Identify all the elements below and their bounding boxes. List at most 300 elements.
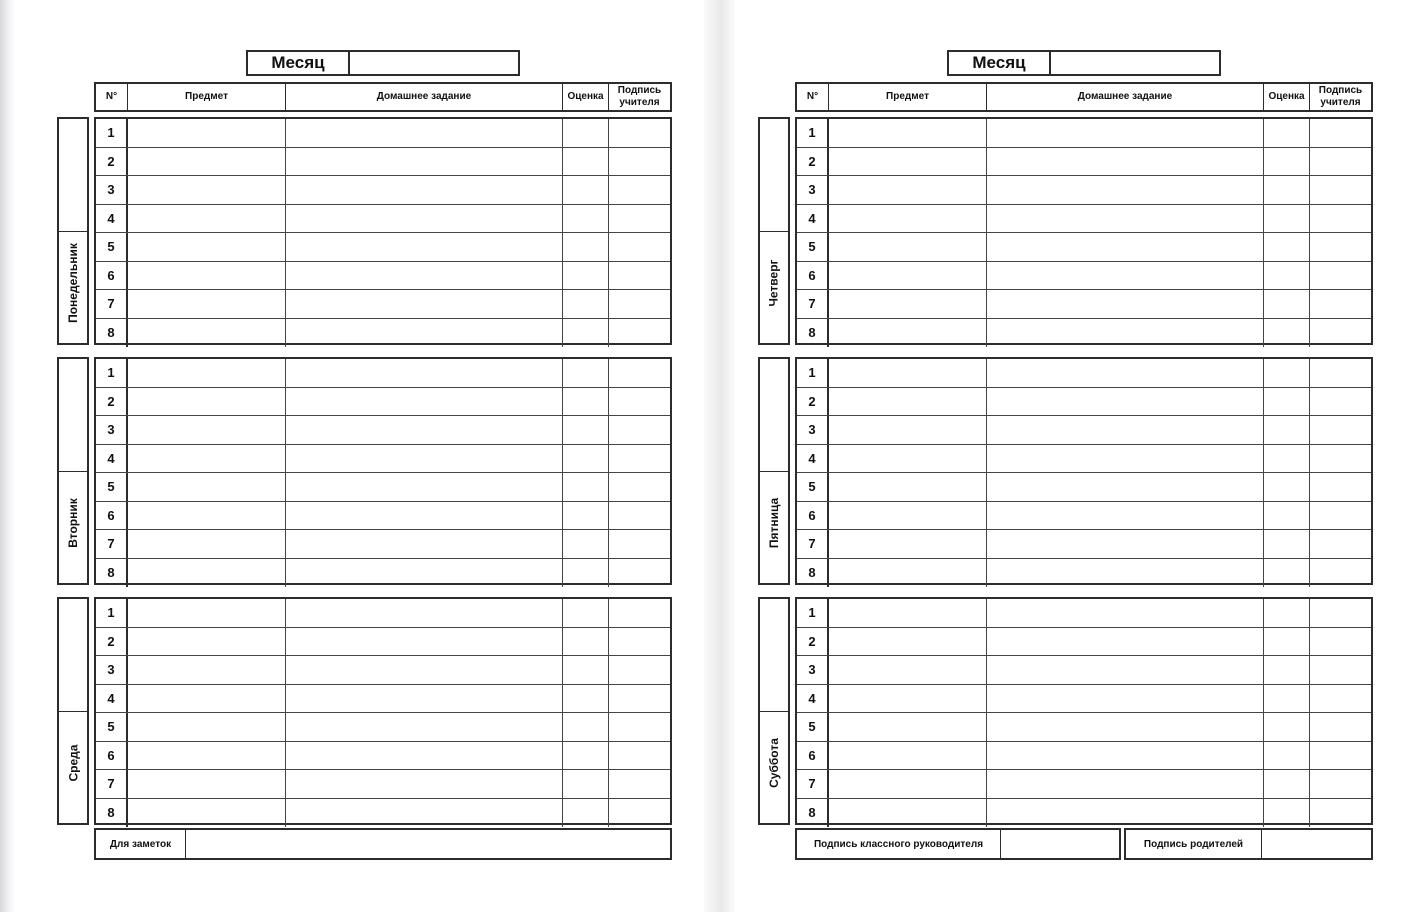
subject-cell[interactable] [128, 205, 286, 233]
header-sign-line2: учителя [619, 97, 660, 108]
table-row [96, 388, 670, 417]
teacher-sign-cell[interactable] [1310, 388, 1371, 416]
table-row [797, 176, 1371, 205]
day-name-wrap [59, 711, 87, 815]
homework-cell[interactable] [987, 685, 1264, 713]
teacher-sign-cell[interactable] [1310, 290, 1371, 318]
subject-cell[interactable] [128, 388, 286, 416]
month-label: Месяц [949, 52, 1051, 74]
teacher-sign-cell[interactable] [609, 770, 670, 798]
subject-cell[interactable] [829, 473, 987, 501]
table-row [96, 416, 670, 445]
day-table [795, 357, 1373, 585]
subject-cell[interactable] [829, 530, 987, 558]
grade-cell[interactable] [563, 359, 609, 387]
table-row [797, 119, 1371, 148]
table-header [94, 82, 672, 112]
teacher-sign-cell[interactable] [609, 599, 670, 627]
month-box [246, 50, 520, 76]
table-row [797, 656, 1371, 685]
notes-field[interactable] [186, 830, 670, 858]
subject-cell[interactable] [829, 416, 987, 444]
teacher-sign-cell[interactable] [1310, 233, 1371, 261]
class-teacher-sign-field[interactable] [1001, 830, 1119, 858]
subject-cell[interactable] [829, 656, 987, 684]
homework-cell[interactable] [987, 359, 1264, 387]
row-number: 7 [96, 530, 128, 558]
homework-cell[interactable] [286, 359, 563, 387]
homework-cell[interactable] [286, 530, 563, 558]
grade-cell[interactable] [1264, 685, 1310, 713]
subject-cell[interactable] [829, 599, 987, 627]
subject-cell[interactable] [829, 176, 987, 204]
table-row [96, 599, 670, 628]
table-row [797, 628, 1371, 657]
day-label [57, 597, 89, 825]
day-name-wrap [760, 471, 788, 575]
grade-cell[interactable] [1264, 119, 1310, 147]
teacher-sign-cell[interactable] [609, 685, 670, 713]
row-number: 1 [797, 119, 829, 147]
table-row [797, 530, 1371, 559]
homework-cell[interactable] [987, 656, 1264, 684]
table-row [96, 262, 670, 291]
homework-cell[interactable] [286, 176, 563, 204]
subject-cell[interactable] [829, 742, 987, 770]
row-number: 5 [96, 713, 128, 741]
table-row [96, 290, 670, 319]
row-number: 6 [797, 502, 829, 530]
day-label [758, 597, 790, 825]
teacher-sign-cell[interactable] [1310, 359, 1371, 387]
subject-cell[interactable] [829, 713, 987, 741]
homework-cell[interactable] [286, 119, 563, 147]
row-number: 6 [96, 742, 128, 770]
row-number: 5 [96, 233, 128, 261]
day-name: Пятница [767, 497, 782, 549]
subject-cell[interactable] [829, 685, 987, 713]
teacher-sign-cell[interactable] [1310, 176, 1371, 204]
table-row [797, 319, 1371, 348]
table-row [797, 599, 1371, 628]
homework-cell[interactable] [987, 262, 1264, 290]
homework-cell[interactable] [286, 502, 563, 530]
subject-cell[interactable] [128, 319, 286, 348]
header-subject: Предмет [128, 84, 286, 110]
table-row [96, 742, 670, 771]
grade-cell[interactable] [1264, 416, 1310, 444]
subject-cell[interactable] [128, 530, 286, 558]
table-row [797, 713, 1371, 742]
grade-cell[interactable] [563, 628, 609, 656]
day-name: Четверг [767, 259, 782, 307]
subject-cell[interactable] [128, 119, 286, 147]
row-number: 3 [96, 416, 128, 444]
grade-cell[interactable] [563, 148, 609, 176]
subject-cell[interactable] [829, 770, 987, 798]
teacher-sign-cell[interactable] [609, 176, 670, 204]
grade-cell[interactable] [563, 770, 609, 798]
teacher-sign-cell[interactable] [1310, 656, 1371, 684]
subject-cell[interactable] [829, 388, 987, 416]
grade-cell[interactable] [1264, 388, 1310, 416]
grade-cell[interactable] [563, 559, 609, 588]
class-teacher-sign-label: Подпись классного руководителя [797, 830, 1001, 858]
table-row [797, 388, 1371, 417]
subject-cell[interactable] [128, 742, 286, 770]
grade-cell[interactable] [563, 233, 609, 261]
homework-cell[interactable] [286, 473, 563, 501]
homework-cell[interactable] [286, 628, 563, 656]
teacher-sign-cell[interactable] [609, 359, 670, 387]
homework-cell[interactable] [987, 119, 1264, 147]
subject-cell[interactable] [829, 148, 987, 176]
row-number: 7 [96, 770, 128, 798]
teacher-sign-cell[interactable] [1310, 628, 1371, 656]
day-table [94, 357, 672, 585]
teacher-sign-cell[interactable] [609, 656, 670, 684]
day-label [57, 357, 89, 585]
teacher-sign-cell[interactable] [1310, 685, 1371, 713]
table-row [797, 205, 1371, 234]
grade-cell[interactable] [1264, 290, 1310, 318]
row-number: 4 [96, 445, 128, 473]
row-number: 4 [96, 205, 128, 233]
row-number: 2 [797, 148, 829, 176]
grade-cell[interactable] [563, 656, 609, 684]
month-field[interactable] [350, 52, 518, 74]
header-grade: Оценка [1264, 84, 1310, 110]
homework-cell[interactable] [286, 388, 563, 416]
teacher-sign-cell[interactable] [609, 473, 670, 501]
row-number: 8 [96, 559, 128, 588]
homework-cell[interactable] [286, 445, 563, 473]
table-header [795, 82, 1373, 112]
day-label [758, 117, 790, 345]
subject-cell[interactable] [128, 628, 286, 656]
subject-cell[interactable] [829, 119, 987, 147]
teacher-sign-cell[interactable] [609, 742, 670, 770]
table-row [797, 473, 1371, 502]
grade-cell[interactable] [563, 388, 609, 416]
parent-sign-field[interactable] [1262, 830, 1371, 858]
subject-cell[interactable] [829, 359, 987, 387]
grade-cell[interactable] [1264, 742, 1310, 770]
table-row [797, 445, 1371, 474]
teacher-sign-cell[interactable] [609, 445, 670, 473]
homework-cell[interactable] [286, 799, 563, 828]
table-row [96, 530, 670, 559]
month-field[interactable] [1051, 52, 1219, 74]
row-number: 1 [797, 599, 829, 627]
homework-cell[interactable] [987, 388, 1264, 416]
teacher-sign-cell[interactable] [1310, 473, 1371, 501]
subject-cell[interactable] [128, 799, 286, 828]
grade-cell[interactable] [563, 685, 609, 713]
homework-cell[interactable] [286, 559, 563, 588]
teacher-sign-cell[interactable] [609, 502, 670, 530]
grade-cell[interactable] [563, 262, 609, 290]
homework-cell[interactable] [286, 685, 563, 713]
homework-cell[interactable] [987, 233, 1264, 261]
table-row [96, 685, 670, 714]
teacher-sign-cell[interactable] [609, 290, 670, 318]
grade-cell[interactable] [1264, 445, 1310, 473]
homework-cell[interactable] [987, 770, 1264, 798]
homework-cell[interactable] [987, 176, 1264, 204]
day-table [94, 117, 672, 345]
teacher-sign-cell[interactable] [609, 233, 670, 261]
grade-cell[interactable] [563, 319, 609, 348]
homework-cell[interactable] [987, 799, 1264, 828]
month-label: Месяц [248, 52, 350, 74]
teacher-sign-cell[interactable] [1310, 445, 1371, 473]
grade-cell[interactable] [1264, 770, 1310, 798]
teacher-sign-cell[interactable] [1310, 119, 1371, 147]
homework-cell[interactable] [987, 416, 1264, 444]
homework-cell[interactable] [987, 148, 1264, 176]
homework-cell[interactable] [286, 290, 563, 318]
header-grade: Оценка [563, 84, 609, 110]
subject-cell[interactable] [128, 445, 286, 473]
subject-cell[interactable] [128, 148, 286, 176]
parent-sign-box [1124, 828, 1373, 860]
teacher-sign-cell[interactable] [1310, 319, 1371, 348]
homework-cell[interactable] [987, 530, 1264, 558]
teacher-sign-cell[interactable] [1310, 713, 1371, 741]
day-name: Вторник [66, 498, 80, 548]
homework-cell[interactable] [987, 559, 1264, 588]
grade-cell[interactable] [1264, 262, 1310, 290]
homework-cell[interactable] [286, 599, 563, 627]
teacher-sign-cell[interactable] [609, 628, 670, 656]
teacher-sign-cell[interactable] [1310, 799, 1371, 828]
teacher-sign-cell[interactable] [1310, 416, 1371, 444]
grade-cell[interactable] [1264, 319, 1310, 348]
homework-cell[interactable] [286, 770, 563, 798]
grade-cell[interactable] [563, 205, 609, 233]
grade-cell[interactable] [563, 599, 609, 627]
day-table [795, 597, 1373, 825]
teacher-sign-cell[interactable] [1310, 599, 1371, 627]
table-row [96, 799, 670, 828]
homework-cell[interactable] [286, 742, 563, 770]
grade-cell[interactable] [1264, 628, 1310, 656]
row-number: 3 [96, 176, 128, 204]
subject-cell[interactable] [829, 262, 987, 290]
teacher-sign-cell[interactable] [1310, 742, 1371, 770]
homework-cell[interactable] [987, 502, 1264, 530]
subject-cell[interactable] [829, 445, 987, 473]
homework-cell[interactable] [987, 742, 1264, 770]
teacher-sign-cell[interactable] [1310, 205, 1371, 233]
right-page [701, 0, 1381, 912]
row-number: 4 [797, 685, 829, 713]
table-row [96, 119, 670, 148]
subject-cell[interactable] [829, 319, 987, 348]
table-row [797, 559, 1371, 588]
day-name-wrap [760, 711, 788, 815]
grade-cell[interactable] [1264, 233, 1310, 261]
subject-cell[interactable] [128, 713, 286, 741]
homework-cell[interactable] [286, 262, 563, 290]
row-number: 1 [96, 599, 128, 627]
row-number: 2 [96, 388, 128, 416]
row-number: 2 [96, 148, 128, 176]
grade-cell[interactable] [1264, 656, 1310, 684]
row-number: 8 [96, 319, 128, 348]
homework-cell[interactable] [987, 205, 1264, 233]
row-number: 3 [797, 656, 829, 684]
subject-cell[interactable] [128, 233, 286, 261]
grade-cell[interactable] [563, 473, 609, 501]
header-homework: Домашнее задание [987, 84, 1264, 110]
subject-cell[interactable] [128, 599, 286, 627]
teacher-sign-cell[interactable] [609, 319, 670, 348]
homework-cell[interactable] [987, 713, 1264, 741]
homework-cell[interactable] [987, 290, 1264, 318]
row-number: 4 [797, 445, 829, 473]
grade-cell[interactable] [1264, 799, 1310, 828]
subject-cell[interactable] [128, 502, 286, 530]
table-row [797, 148, 1371, 177]
row-number: 1 [797, 359, 829, 387]
subject-cell[interactable] [128, 685, 286, 713]
header-num: N° [797, 84, 829, 110]
subject-cell[interactable] [128, 176, 286, 204]
table-row [96, 559, 670, 588]
grade-cell[interactable] [563, 530, 609, 558]
table-row [96, 205, 670, 234]
grade-cell[interactable] [563, 502, 609, 530]
teacher-sign-cell[interactable] [1310, 530, 1371, 558]
subject-cell[interactable] [128, 559, 286, 588]
header-homework: Домашнее задание [286, 84, 563, 110]
row-number: 2 [797, 388, 829, 416]
grade-cell[interactable] [1264, 559, 1310, 588]
teacher-sign-cell[interactable] [1310, 148, 1371, 176]
header-sign-line1: Подпись [617, 85, 662, 96]
subject-cell[interactable] [128, 262, 286, 290]
teacher-sign-cell[interactable] [609, 262, 670, 290]
grade-cell[interactable] [563, 742, 609, 770]
grade-cell[interactable] [563, 416, 609, 444]
table-row [797, 685, 1371, 714]
day-name: Понедельник [66, 243, 80, 323]
table-row [96, 359, 670, 388]
homework-cell[interactable] [286, 233, 563, 261]
grade-cell[interactable] [563, 290, 609, 318]
grade-cell[interactable] [1264, 205, 1310, 233]
day-label [758, 357, 790, 585]
table-row [96, 713, 670, 742]
homework-cell[interactable] [987, 473, 1264, 501]
homework-cell[interactable] [987, 319, 1264, 348]
subject-cell[interactable] [128, 290, 286, 318]
grade-cell[interactable] [563, 176, 609, 204]
grade-cell[interactable] [1264, 176, 1310, 204]
row-number: 7 [797, 530, 829, 558]
grade-cell[interactable] [1264, 148, 1310, 176]
homework-cell[interactable] [286, 319, 563, 348]
subject-cell[interactable] [829, 628, 987, 656]
grade-cell[interactable] [563, 445, 609, 473]
left-page [0, 0, 680, 912]
row-number: 2 [797, 628, 829, 656]
homework-cell[interactable] [286, 713, 563, 741]
day-name: Суббота [767, 738, 781, 788]
teacher-sign-cell[interactable] [609, 559, 670, 588]
subject-cell[interactable] [829, 799, 987, 828]
teacher-sign-cell[interactable] [609, 713, 670, 741]
row-number: 7 [96, 290, 128, 318]
subject-cell[interactable] [829, 233, 987, 261]
day-name-wrap [59, 471, 87, 575]
row-number: 8 [797, 319, 829, 348]
grade-cell[interactable] [1264, 713, 1310, 741]
table-row [797, 742, 1371, 771]
homework-cell[interactable] [286, 148, 563, 176]
teacher-sign-cell[interactable] [1310, 502, 1371, 530]
homework-cell[interactable] [286, 656, 563, 684]
teacher-sign-cell[interactable] [609, 205, 670, 233]
homework-cell[interactable] [286, 416, 563, 444]
subject-cell[interactable] [128, 656, 286, 684]
subject-cell[interactable] [128, 473, 286, 501]
homework-cell[interactable] [987, 628, 1264, 656]
teacher-sign-cell[interactable] [609, 388, 670, 416]
teacher-sign-cell[interactable] [1310, 559, 1371, 588]
grade-cell[interactable] [563, 713, 609, 741]
grade-cell[interactable] [1264, 473, 1310, 501]
teacher-sign-cell[interactable] [1310, 262, 1371, 290]
subject-cell[interactable] [829, 502, 987, 530]
homework-cell[interactable] [987, 599, 1264, 627]
teacher-sign-cell[interactable] [609, 530, 670, 558]
row-number: 3 [96, 656, 128, 684]
header-sign-line2: учителя [1320, 97, 1361, 108]
subject-cell[interactable] [128, 359, 286, 387]
subject-cell[interactable] [128, 770, 286, 798]
grade-cell[interactable] [1264, 359, 1310, 387]
grade-cell[interactable] [1264, 599, 1310, 627]
month-box [947, 50, 1221, 76]
table-row [96, 628, 670, 657]
subject-cell[interactable] [829, 559, 987, 588]
teacher-sign-cell[interactable] [609, 148, 670, 176]
header-teacher-sign [1310, 84, 1371, 110]
grade-cell[interactable] [1264, 530, 1310, 558]
grade-cell[interactable] [563, 799, 609, 828]
teacher-sign-cell[interactable] [609, 416, 670, 444]
grade-cell[interactable] [563, 119, 609, 147]
table-row [96, 319, 670, 348]
subject-cell[interactable] [128, 416, 286, 444]
teacher-sign-cell[interactable] [609, 119, 670, 147]
grade-cell[interactable] [1264, 502, 1310, 530]
homework-cell[interactable] [987, 445, 1264, 473]
row-number: 5 [96, 473, 128, 501]
subject-cell[interactable] [829, 290, 987, 318]
header-teacher-sign [609, 84, 670, 110]
row-number: 6 [96, 502, 128, 530]
subject-cell[interactable] [829, 205, 987, 233]
row-number: 8 [797, 799, 829, 828]
teacher-sign-cell[interactable] [1310, 770, 1371, 798]
homework-cell[interactable] [286, 205, 563, 233]
row-number: 6 [797, 742, 829, 770]
teacher-sign-cell[interactable] [609, 799, 670, 828]
